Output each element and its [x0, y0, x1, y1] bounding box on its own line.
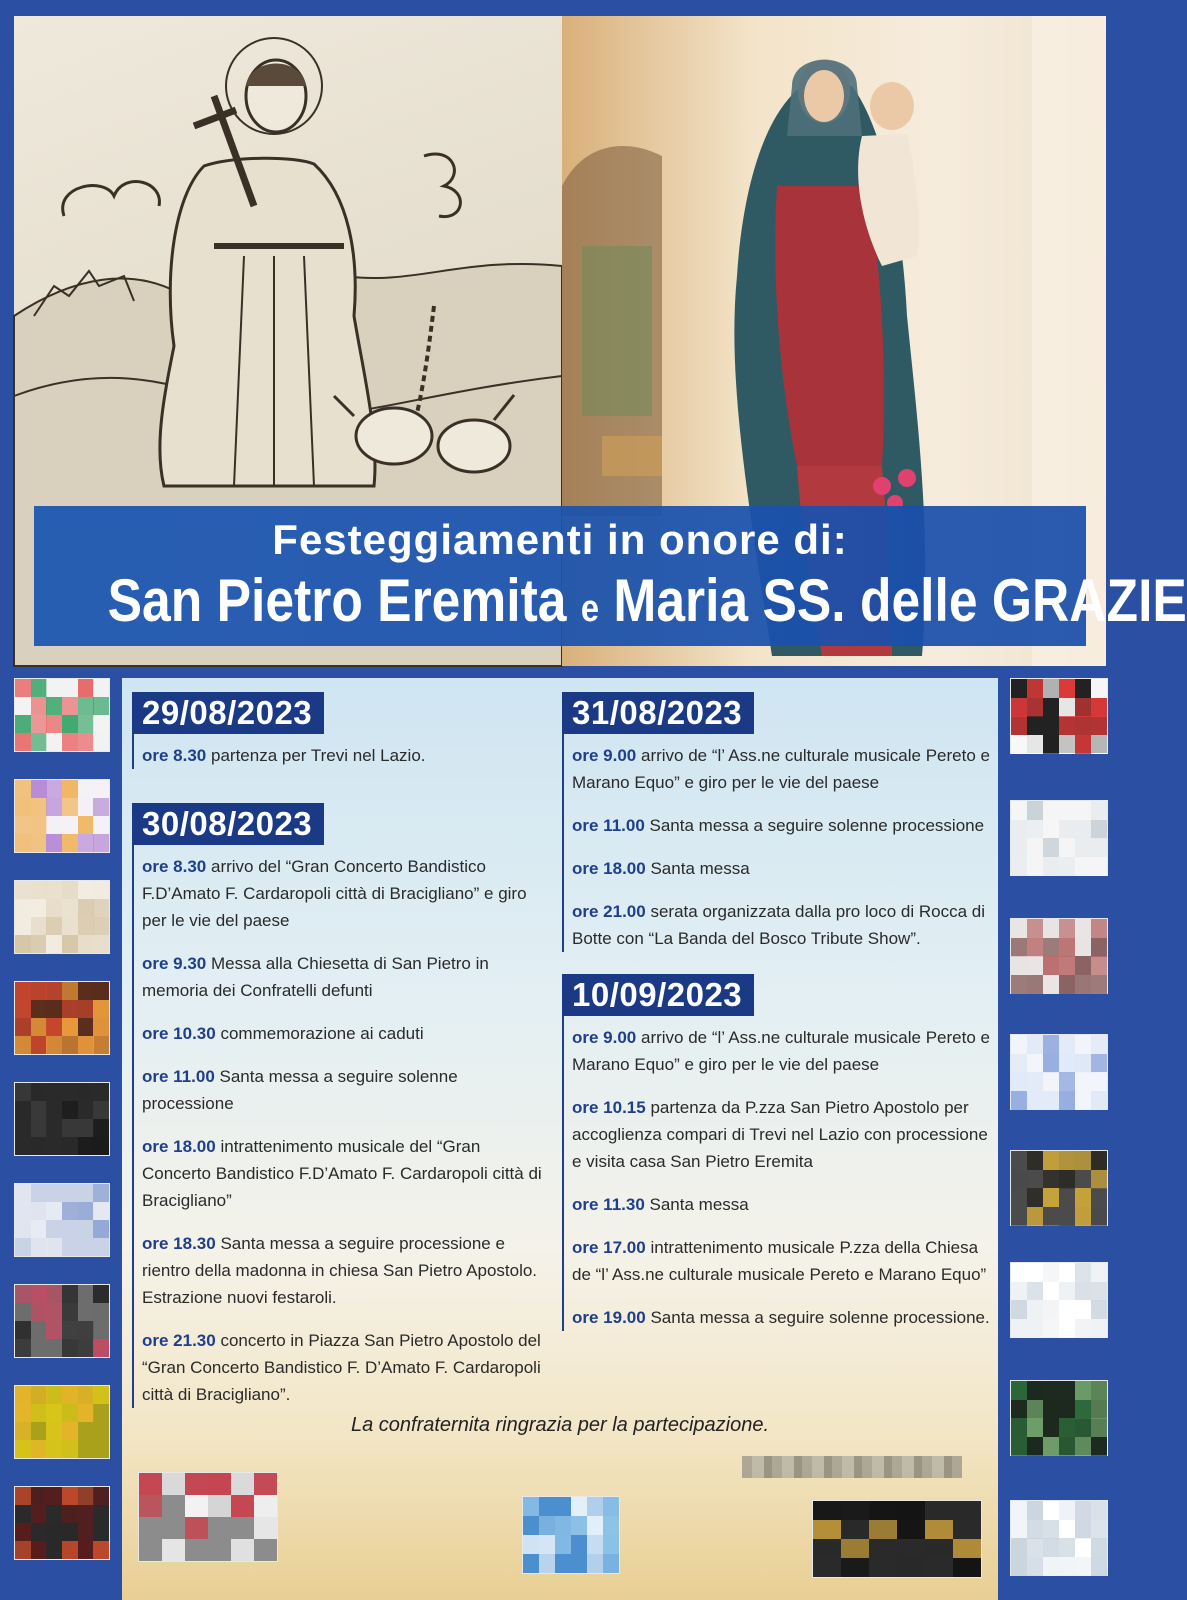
event-text: concerto in Piazza San Pietro Apostolo del “Gran Concerto Bandistico F. D’Amato F. Cardaropoli città di Bracigliano”.	[142, 1331, 541, 1404]
day-block	[132, 692, 552, 769]
day-date: 30/08/2023	[132, 803, 324, 845]
event-item	[142, 1063, 552, 1117]
title-madonna-name: Maria SS. delle GRAZIE	[613, 567, 1187, 634]
sponsor-right-1	[1010, 678, 1108, 754]
event-item	[572, 1304, 992, 1331]
event-time: ore 18.00	[572, 859, 646, 878]
sponsor-right-2	[1010, 800, 1108, 876]
sponsor-right-4	[1010, 1034, 1108, 1110]
event-time: ore 18.30	[142, 1234, 216, 1253]
sponsor-right-3	[1010, 918, 1108, 994]
sponsor-right-7	[1010, 1380, 1108, 1456]
event-item	[142, 1230, 552, 1311]
event-time: ore 11.00	[572, 816, 645, 835]
event-time: ore 9.00	[572, 1028, 637, 1047]
event-item	[142, 1020, 552, 1047]
day-block	[562, 974, 992, 1331]
event-time: ore 21.30	[142, 1331, 216, 1350]
event-text: commemorazione ai caduti	[220, 1024, 424, 1043]
sponsor-left-1	[14, 678, 110, 752]
event-text: intrattenimento musicale del “Gran Concerto Bandistico F.D’Amato F. Cardaropoli città di Bracigliano”	[142, 1137, 542, 1210]
event-item	[142, 742, 552, 769]
event-item	[142, 853, 552, 934]
event-text: Messa alla Chiesetta di San Pietro in memoria dei Confratelli defunti	[142, 954, 489, 1000]
event-item	[572, 898, 992, 952]
event-text: serata organizzata dalla pro loco di Rocca di Botte con “La Banda del Bosco Tribute Show”.	[572, 902, 985, 948]
event-item	[572, 1234, 992, 1288]
event-text: intrattenimento musicale P.zza della Chiesa de “l’ Ass.ne culturale musicale Pereto e Marano Equo”	[572, 1238, 987, 1284]
day-block	[132, 803, 552, 1408]
thanks-note: La confraternita ringrazia per la partecipazione.	[350, 1414, 770, 1436]
event-item	[142, 1133, 552, 1214]
title-conjunction: e	[580, 588, 599, 630]
event-item	[572, 742, 992, 796]
event-time: ore 17.00	[572, 1238, 646, 1257]
event-text: Santa messa	[649, 1195, 749, 1214]
event-time: ore 10.15	[572, 1098, 646, 1117]
sponsor-left-3	[14, 880, 110, 954]
sponsor-left-8	[14, 1385, 110, 1459]
sponsor-right-8	[1010, 1500, 1108, 1576]
event-text: Santa messa	[650, 859, 750, 878]
title-main	[107, 566, 1187, 635]
event-item	[142, 1327, 552, 1408]
sponsor-right-5	[1010, 1150, 1108, 1226]
sponsor-left-5	[14, 1082, 110, 1156]
event-time: ore 9.00	[572, 746, 637, 765]
event-item	[142, 950, 552, 1004]
event-time: ore 19.00	[572, 1308, 646, 1327]
event-time: ore 11.00	[142, 1067, 215, 1086]
event-text: arrivo de “l’ Ass.ne culturale musicale Pereto e Marano Equo” e giro per le vie del paese	[572, 1028, 990, 1074]
sponsor-bottom-right	[812, 1500, 982, 1578]
sponsor-left-9	[14, 1486, 110, 1560]
day-date: 29/08/2023	[132, 692, 324, 734]
program-column-left	[132, 692, 552, 1430]
sponsor-left-6	[14, 1183, 110, 1257]
event-time: ore 10.30	[142, 1024, 216, 1043]
signature-blurred	[742, 1456, 962, 1478]
day-date: 31/08/2023	[562, 692, 754, 734]
event-text: partenza per Trevi nel Lazio.	[211, 746, 426, 765]
event-time: ore 18.00	[142, 1137, 216, 1156]
sponsor-left-4	[14, 981, 110, 1055]
event-item	[572, 855, 992, 882]
event-item	[572, 1094, 992, 1175]
event-item	[572, 1024, 992, 1078]
event-text: Santa messa a seguire solenne processione	[142, 1067, 458, 1113]
sponsor-left-2	[14, 779, 110, 853]
event-time: ore 21.00	[572, 902, 646, 921]
sponsor-right-6	[1010, 1262, 1108, 1338]
program-column-right	[562, 692, 992, 1353]
event-item	[572, 812, 992, 839]
event-time: ore 11.30	[572, 1195, 645, 1214]
title-intro: Festeggiamenti in onore di:	[272, 516, 848, 563]
event-time: ore 9.30	[142, 954, 207, 973]
title-saint-name: San Pietro Eremita	[107, 567, 567, 634]
sponsor-bottom-left	[138, 1472, 278, 1562]
program-panel	[122, 678, 998, 1600]
sponsor-left-7	[14, 1284, 110, 1358]
title-banner	[34, 506, 1187, 646]
day-date: 10/09/2023	[562, 974, 754, 1016]
event-text: arrivo del “Gran Concerto Bandistico F.D’Amato F. Cardaropoli città di Bracigliano” e giro per le vie del paese	[142, 857, 527, 930]
event-text: Santa messa a seguire solenne processione.	[650, 1308, 990, 1327]
event-time: ore 8.30	[142, 857, 207, 876]
event-text: arrivo de “l’ Ass.ne culturale musicale Pereto e Marano Equo” e giro per le vie del paese	[572, 746, 990, 792]
event-text: Santa messa a seguire processione e rientro della madonna in chiesa San Pietro Apostolo. Estrazione nuovi festaroli.	[142, 1234, 538, 1307]
event-text: partenza da P.zza San Pietro Apostolo per accoglienza compari di Trevi nel Lazio con processione e visita casa San Pietro Eremita	[572, 1098, 988, 1171]
event-time: ore 8.30	[142, 746, 207, 765]
sponsor-bottom-center	[522, 1496, 620, 1574]
event-item	[572, 1191, 992, 1218]
day-block	[562, 692, 992, 952]
event-text: Santa messa a seguire solenne processione	[649, 816, 985, 835]
